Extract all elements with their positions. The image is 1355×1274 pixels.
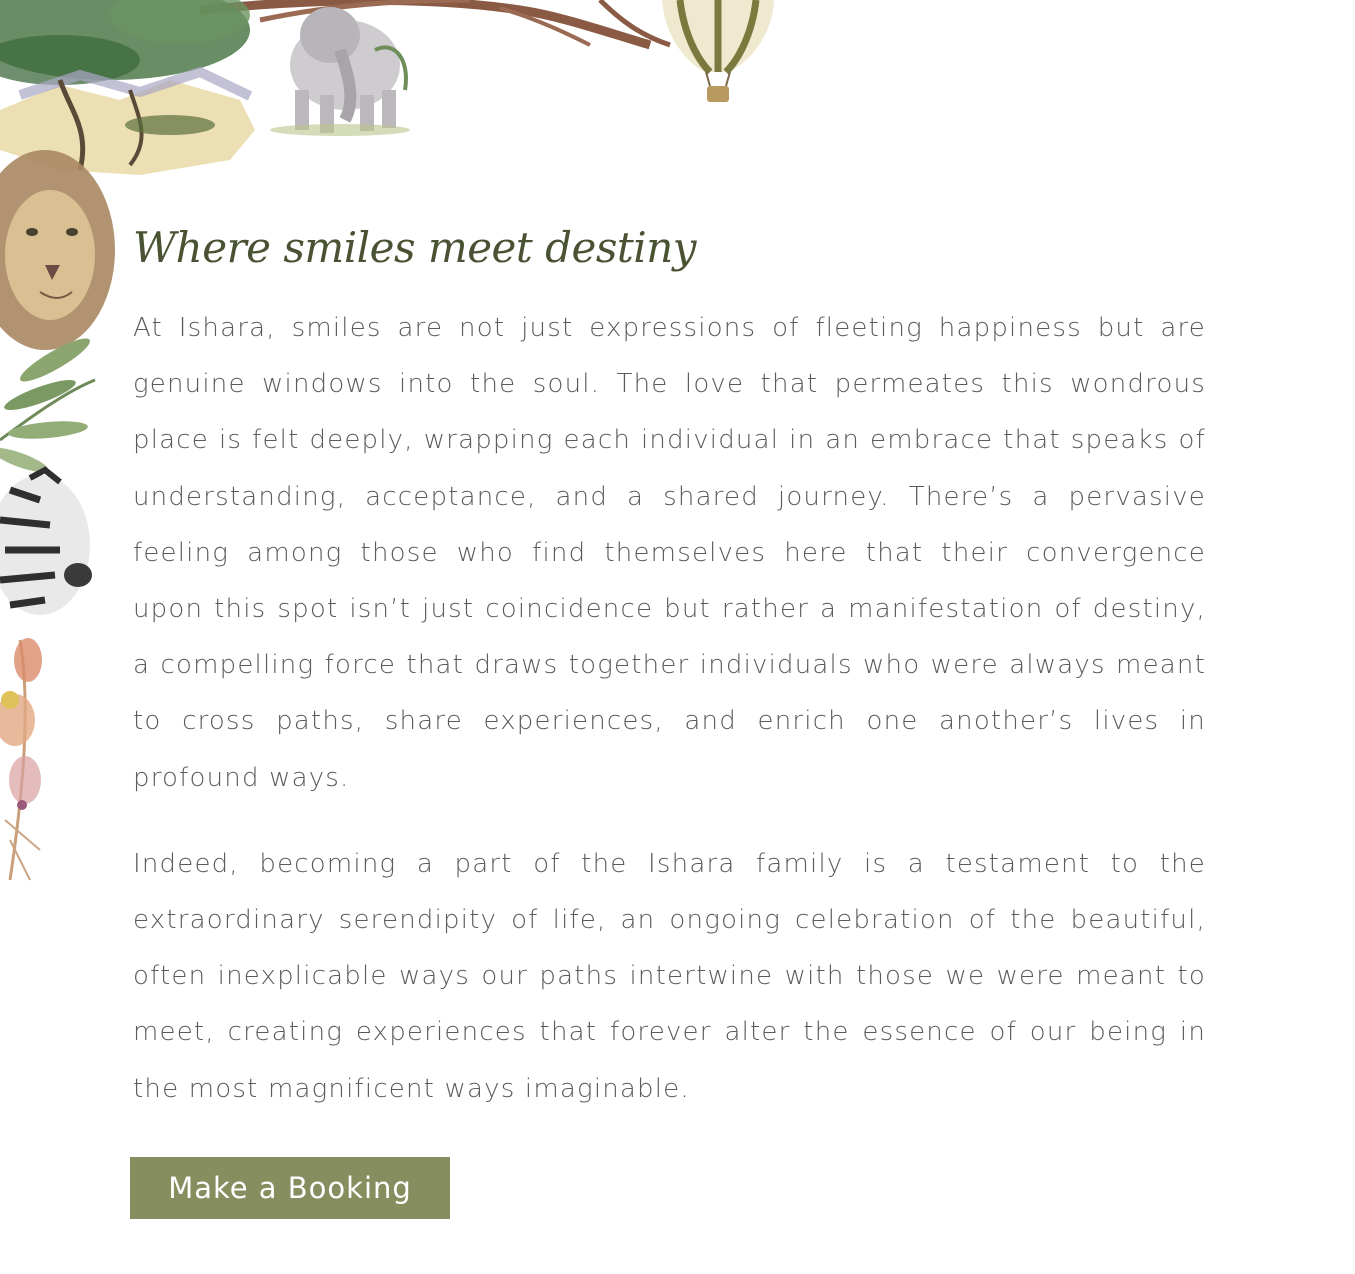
make-booking-button[interactable]: Make a Booking <box>130 1157 450 1219</box>
dried-flowers-illustration <box>0 638 42 880</box>
story-paragraph: At Ishara, smiles are not just expressions of fleeting happiness but are genuine windows into the soul. The love that permeates this wondrous place is felt deeply, wrapping each individual in an embrace that speaks of understanding, acceptance, and a shared journey. There’s a pervasive feeling among those who find themselves here that their convergence upon this spot isn’t just coincidence but rather a manifestation of destiny, a compelling force that draws together individuals who were always meant to cross paths, share experiences, and enrich one another’s lives in profound ways. <box>133 313 1206 793</box>
hot-air-balloon-illustration <box>662 0 774 102</box>
story-section <box>133 218 1206 1117</box>
zebra-illustration <box>0 470 92 615</box>
foliage-illustration <box>0 332 95 477</box>
lion-illustration <box>0 150 115 350</box>
story-paragraph: Indeed, becoming a part of the Ishara family is a testament to the extraordinary serendipity of life, an ongoing celebration of the beautiful, often inexplicable ways our paths intertwine with those we were meant to meet, creating experiences that forever alter the essence of our being in the most magnificent ways imaginable. <box>133 848 1206 1104</box>
section-heading: Where smiles meet destiny <box>133 223 697 272</box>
elephant-illustration <box>270 7 410 136</box>
acacia-tree-illustration <box>0 0 670 175</box>
